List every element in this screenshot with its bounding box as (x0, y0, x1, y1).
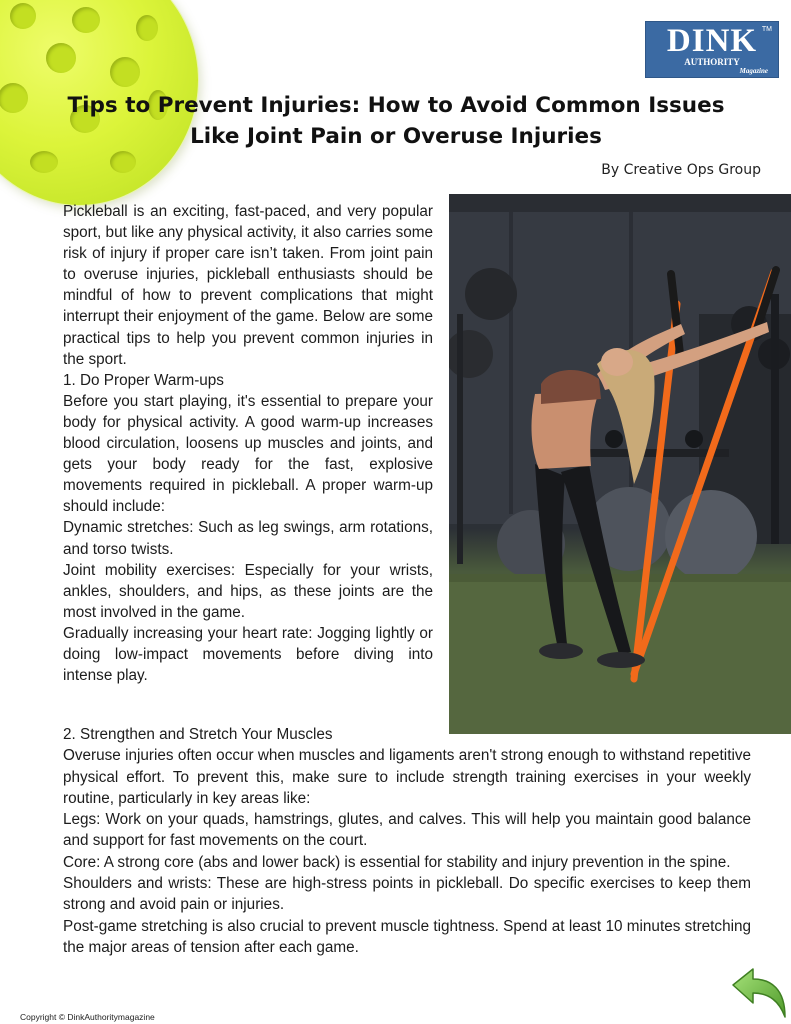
strength-item-legs: Legs: Work on your quads, hamstrings, glutes, and calves. This will help you maintain good balance and support for fast movements on the court. (63, 811, 751, 850)
article-title (60, 90, 732, 152)
title-line-2: Like Joint Pain or Overuse Injuries (190, 124, 602, 149)
byline: By Creative Ops Group (601, 162, 761, 178)
strength-item-shoulders: Shoulders and wrists: These are high-stress points in pickleball. Do specific exercises to keep them strong and avoid pain or injuries. (63, 875, 751, 914)
logo-wordmark: DINK (666, 23, 758, 59)
logo-trademark: TM (761, 26, 772, 33)
copyright-notice: Copyright © DinkAuthoritymagazine (20, 1012, 155, 1022)
logo-tagline: Magazine (739, 67, 768, 75)
dink-authority-logo (645, 21, 779, 78)
section-2-heading: 2. Strengthen and Stretch Your Muscles (63, 726, 333, 743)
intro-paragraph: Pickleball is an exciting, fast-paced, and very popular sport, but like any physical activity, it also carries some risk of injury if proper care isn’t taken. From joint pain to overuse injuries, pickleball enthusiasts should be mindful of how to prevent complications that might interrupt their enjoyment of the game. Below are some practical tips to help you prevent common injuries in the sport. (63, 203, 433, 368)
intro-column (63, 201, 433, 686)
strength-item-core: Core: A strong core (abs and lower back) is essential for stability and injury prevention in the spine. (63, 853, 731, 871)
section-2-body: Overuse injuries often occur when muscles and ligaments aren't strong enough to withstand repetitive physical effort. To prevent this, make sure to include strength training exercises in your weekly routine, particularly in key areas like: (63, 747, 751, 807)
warmup-item-dynamic-stretches: Dynamic stretches: Such as leg swings, arm rotations, and torso twists. (63, 519, 433, 558)
warmup-item-heart-rate: Gradually increasing your heart rate: Jogging lightly or doing low-impact movements before diving into intense play. (63, 624, 433, 685)
section-1-heading: 1. Do Proper Warm-ups (63, 371, 224, 389)
section-1-body: Before you start playing, it's essential to prepare your body for physical activity. A good warm-up increases blood circulation, loosens up muscles and joints, and gets your body ready for the fast, explosive movements required in pickleball. A proper warm-up should include: (63, 392, 433, 516)
title-line-1: Tips to Prevent Injuries: How to Avoid Common Issues (67, 93, 725, 118)
back-arrow-icon[interactable] (731, 967, 787, 1019)
woman-stretching-illustration (449, 194, 791, 734)
section-2 (63, 724, 751, 958)
logo-subtitle: AUTHORITY (684, 57, 740, 67)
post-game-stretching: Post-game stretching is also crucial to prevent muscle tightness. Spend at least 10 minutes stretching the major areas of tension after each game. (63, 917, 751, 956)
article-photo (449, 194, 791, 734)
warmup-item-joint-mobility: Joint mobility exercises: Especially for your wrists, ankles, shoulders, and hips, as these joints are the most involved in the game. (63, 561, 433, 621)
